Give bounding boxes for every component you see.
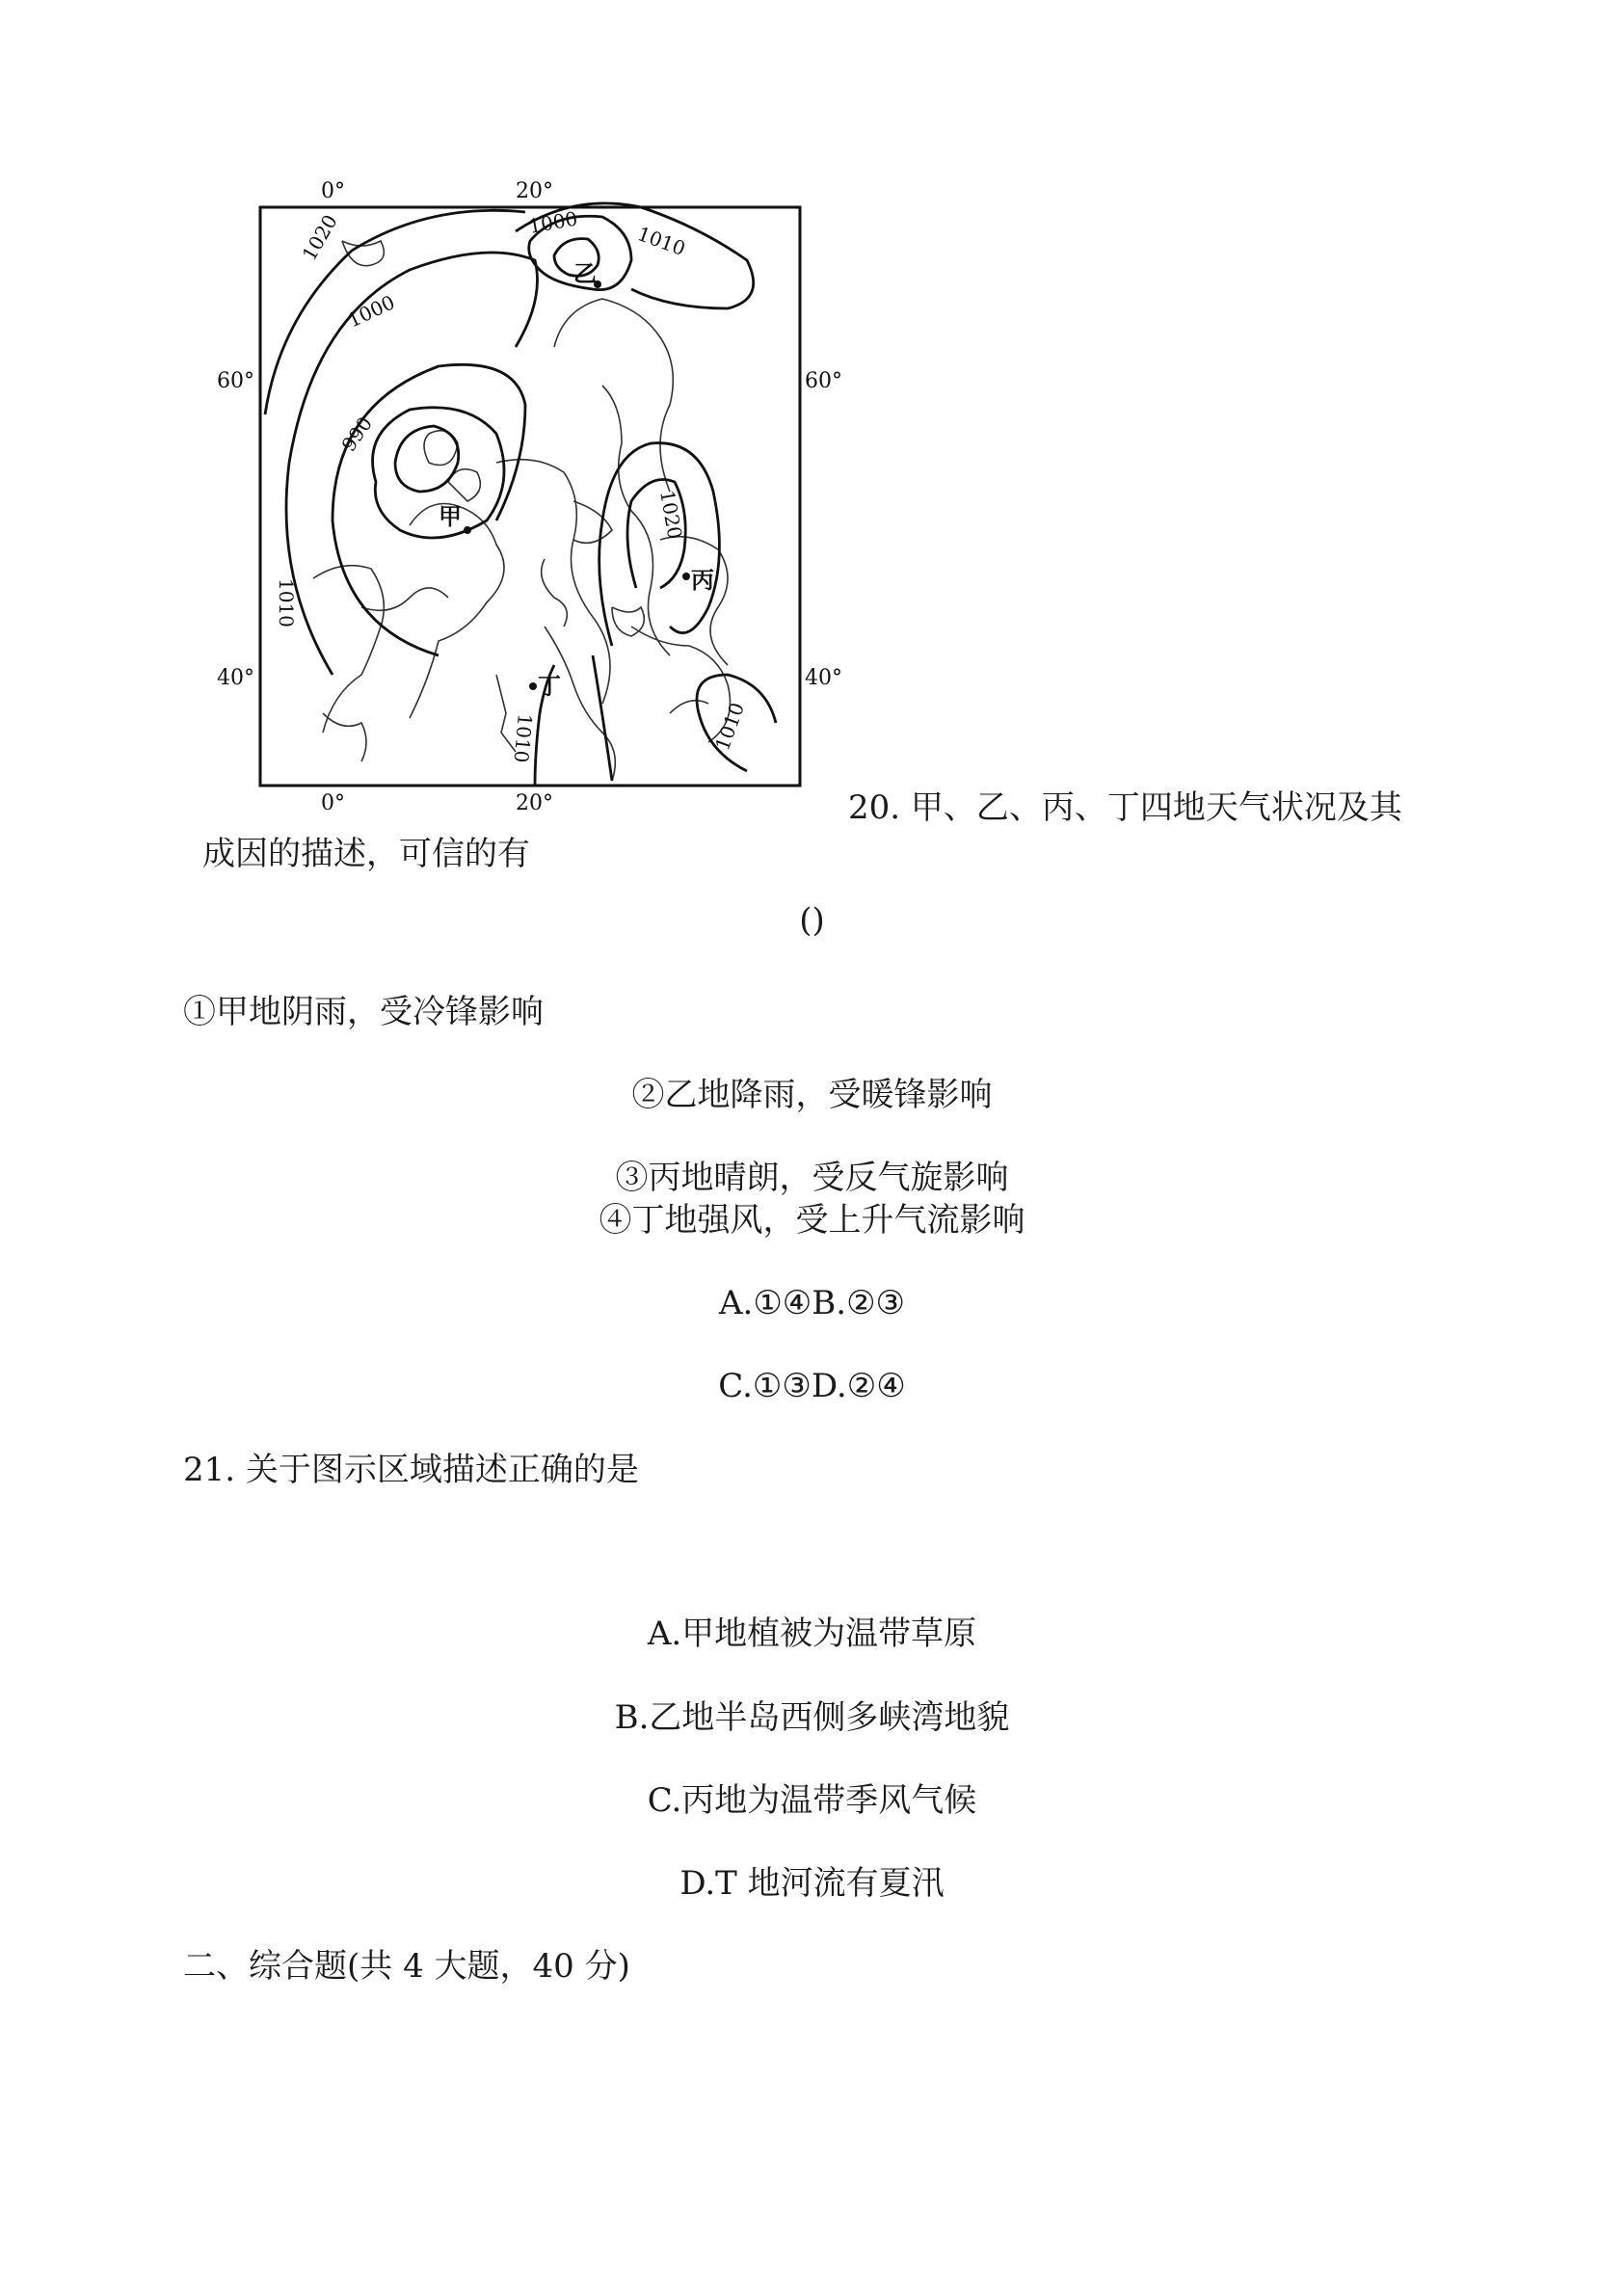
lon-top-0: 0° (321, 179, 345, 203)
lon-bottom-20: 20° (516, 791, 553, 810)
marker-bing (682, 573, 690, 580)
q20-statement-4: ④丁地强风，受上升气流影响 (599, 1201, 1025, 1240)
q21-option-b: B.乙地半岛西侧多峡湾地貌 (614, 1698, 1010, 1737)
map-frame (260, 207, 800, 786)
isobar-label-1020-nw: 1020 (297, 210, 342, 265)
lon-top-20: 20° (516, 179, 553, 203)
q20-choices-cd: C.①③D.②④ (718, 1367, 906, 1405)
place-label-yi: 乙 (573, 259, 597, 287)
lat-right-60: 60° (805, 369, 842, 393)
place-markers (464, 280, 690, 690)
q21-option-a: A.甲地植被为温带草原 (647, 1615, 977, 1653)
lon-bottom-0: 0° (321, 791, 345, 810)
marker-jia (464, 526, 471, 534)
q20-choices-ab: A.①④B.②③ (718, 1284, 906, 1322)
lat-left-40: 40° (217, 666, 254, 690)
place-label-jia: 甲 (439, 502, 462, 530)
place-label-ding: 丁 (538, 672, 561, 700)
q20-stem: 20. 甲、乙、丙、丁四地天气状况及其 (848, 788, 1402, 827)
isobar-label-1010-n: 1010 (634, 222, 689, 261)
q20-stem-cont: 成因的描述，可信的有 (202, 835, 530, 873)
q20-answer-paren: () (799, 901, 825, 940)
isobars (265, 203, 776, 786)
q21-option-c: C.丙地为温带季风气候 (647, 1781, 977, 1820)
place-label-bing: 丙 (691, 566, 714, 594)
isobar-label-1010-s: 1010 (509, 712, 537, 764)
lat-right-40: 40° (805, 666, 842, 690)
lat-left-60: 60° (217, 369, 254, 393)
isobar-label-990: 990 (336, 412, 377, 456)
isobar-label-1010-w: 1010 (275, 578, 298, 627)
isobar-label-1000-w: 1000 (343, 290, 399, 333)
isobar-label-1000-n: 1000 (526, 206, 580, 238)
section-2-heading: 二、综合题(共 4 大题，40 分) (183, 1947, 630, 1986)
isobar-label-1010-se: 1010 (710, 699, 750, 754)
marker-ding (529, 682, 537, 690)
q21-option-d: D.T 地河流有夏汛 (679, 1864, 945, 1903)
q20-statement-1: ①甲地阴雨，受冷锋影响 (183, 993, 544, 1031)
isobar-label-1020-e: 1020 (655, 488, 687, 542)
q21-stem: 21. 关于图示区域描述正确的是 (183, 1451, 639, 1489)
isobar-map (207, 173, 843, 810)
q20-statement-3: ③丙地晴朗，受反气旋影响 (615, 1159, 1009, 1197)
q20-statement-2: ②乙地降雨，受暖锋影响 (631, 1076, 993, 1114)
